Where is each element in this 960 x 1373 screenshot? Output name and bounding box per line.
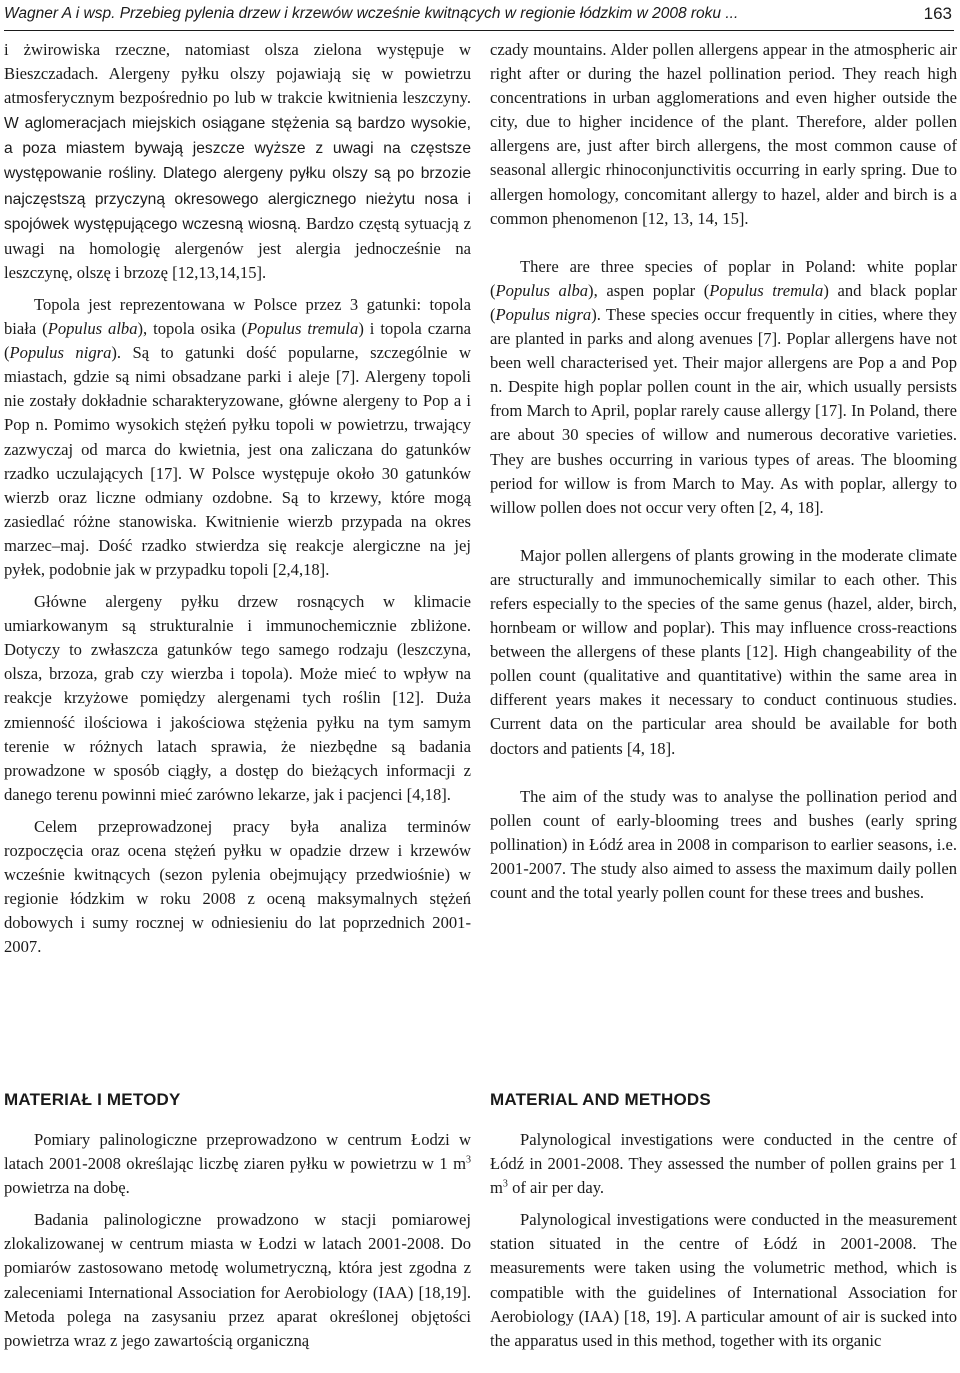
left-paragraph-poplar	[4, 293, 471, 582]
right-methods-text-a: Palynological investigations were conducted in the centre of Łódź in 2001-2008. They assessed the number of pollen grains per 1 m	[490, 1130, 957, 1198]
right-methods-text-b: of air per day.	[507, 1178, 605, 1198]
left-column-polish	[4, 38, 471, 959]
right-paragraph-allergens: Major pollen allergens of plants growing in the moderate climate are structurally and immunochemically similar to each other. This refers especially to the species of the same genus (hazel, alder, birch, hornbeam or willow and poplar). This may influence cross-reactions between the allergens of these plants [12]. High changeability of the pollen count (qualitative and quantitative) within the same area in different years makes it necessary to conduct continuous studies. Current data on the particular area should be available for both doctors and patients [4, 18].	[490, 545, 957, 758]
right-poplar-text-b: ), aspen poplar (	[588, 280, 710, 300]
left-poplar-text-a: Topola jest reprezentowana w Polsce przez 3 gatunki: topola biała (	[4, 294, 471, 339]
right-methods-paragraph-1	[490, 1128, 957, 1200]
left-alder-text-b: W aglomeracjach miejskich osiągane stężenia są bardzo wysokie, a poza miastem bywają jeszcze wyższe z uwagi na częstsze występowanie rośliny. Dlatego alergeny pyłku olszy są po brzozie najczęstszą przyczyną okresowego alergicznego nieżytu nosa i spojówek występującego wczesną wiosną.	[4, 115, 471, 233]
right-paragraph-alder: czady mountains. Alder pollen allergens appear in the atmospheric air right after or during the hazel pollination period. They reach high concentrations in urban agglomerations and even higher outside the city, due to higher incidence of the plant. Therefore, alder pollen allergens are, just after birch allergens, the most common cause of seasonal allergic rhinoconjunctivitis occurring in early spring. Due to allergen homology, concomitant allergy to hazel, alder and birch is a common phenomenon [12, 13, 14, 15].	[490, 40, 957, 228]
left-paragraph-aim: Celem przeprowadzonej pracy była analiza terminów rozpoczęcia oraz ocena stężeń pyłku w opadzie drzew i krzewów wcześnie kwitnących (sezon pylenia obejmujący przedwiośnie) w regionie łódzkim w roku 2008 z oceną maksymalnych stężeń dobowych i sumy rocznej w odniesieniu do lat poprzednich 2001-2007.	[4, 816, 471, 957]
left-paragraph-alder	[4, 38, 471, 285]
right-poplar-text-c: ) and black poplar (	[490, 280, 958, 324]
page-number: 163	[923, 4, 952, 23]
section-heading-polish: MATERIAŁ I METODY	[4, 1090, 181, 1109]
right-paragraph-aim: The aim of the study was to analyse the pollination period and pollen count of early-blooming trees and bushes (early spring pollination) in Łódź area in 2008 in comparison to earlier seasons, i.e. 2001-2007. The study also aimed to assess the maximum daily pollen count and the total yearly pollen count for these trees and bushes.	[490, 786, 957, 902]
latin-populus-tremula: Populus tremula	[709, 280, 824, 300]
right-poplar-text-a: There are three species of poplar in Poland: white poplar (	[490, 256, 957, 300]
left-poplar-text-c: ) i topola czarna (	[4, 319, 472, 363]
latin-populus-alba: Populus alba	[47, 319, 138, 339]
left-methods-paragraph-2: Badania palinologiczne prowadzono w stacji pomiarowej zlokalizowanej w centrum miasta w Łodzi w latach 2001-2008. Do pomiarów zastosowano metodę wolumetryczną, która jest zgodna z zaleceniami International Association for Aerobiology (IAA) [18,19]. Metoda polega na zasysaniu przez aparat określonej objętości powietrza wraz z jego zawartością organiczną	[4, 1210, 471, 1350]
left-alder-text-c: Bardzo częstą sytuacją z uwagi na homologię alergenów jest alergia jednocześnie na leszczynę, olszę i brzozę [12,13,14,15].	[4, 213, 471, 282]
running-title: Wagner A i wsp. Przebieg pylenia drzew i krzewów wcześnie kwitnących w regionie łódzkim w 2008 roku ...	[4, 5, 739, 22]
left-methods-text-a: Pomiary palinologiczne przeprowadzono w centrum Łodzi w latach 2001-2008 określając liczbę ziaren pyłku w powietrzu w 1 m	[4, 1130, 471, 1174]
left-alder-text-a: i żwirowiska rzeczne, natomiast olsza zielona występuje w Bieszczadach. Alergeny pyłku olszy pojawiają się w powietrzu atmosferycznym bezpośrednio po lub w trakcie kwitnienia leszczyny.	[4, 40, 471, 108]
left-paragraph-allergens: Główne alergeny pyłku drzew rosnących w klimacie umiarkowanym są strukturalnie i immunochemicznie zbliżone. Dotyczy to zwłaszcza gatunków tego samego rodzaju (leszczyna, olsza, brzoza, grab czy wierzba i topola). Może mieć to wpływ na reakcje krzyżowe pomiędzy alergenami tych roślin [12]. Duża zmienność ilościowa i jakościowa stężenia pyłku na tym samym terenie w różnych latach sprawia, że niezbędne są badania prowadzone w sposób ciągły, a dostęp do bieżących informacji z danego terenu powinni mieć zarówno lekarze, jak i pacjenci [4,18].	[4, 592, 471, 804]
right-paragraph-poplar	[490, 255, 957, 520]
latin-populus-nigra: Populus nigra	[495, 304, 592, 324]
left-poplar-text-d: ). Są to gatunki dość popularne, szczególnie w miastach, gdzie są nimi obsadzane parki i aleje [7]. Alergeny topoli nie zostały dokładnie scharakteryzowane, główne alergeny to Pop a i Pop n. Pomimo wysokich stężeń pyłku topoli w powietrzu, trwający zazwyczaj od marca do kwietnia, jest ona zaliczana do gatunków rzadko uczulających [17]. W Polsce występuje około 30 gatunków wierzb oraz liczne odmiany ozdobne. Są to krzewy, które mogą zasiedlać różne stanowiska. Kwitnienie wierzb przypada na okres marzec–maj. Dość rzadko stwierdza się reakcje alergiczne na jej pyłek, podobnie jak w przypadku topoli [2,4,18].	[4, 343, 472, 579]
superscript-cubic: 3	[466, 1154, 471, 1166]
latin-populus-tremula: Populus tremula	[247, 319, 359, 339]
right-column-english	[490, 38, 957, 905]
left-methods-text-b: powietrza na dobę.	[4, 1178, 130, 1198]
latin-populus-alba: Populus alba	[495, 280, 589, 300]
left-methods-column	[4, 1128, 471, 1353]
right-poplar-text-d: ). These species occur frequently in cities, where they are planted in parks and along avenues [7]. Poplar allergens have not been well characterised yet. Their major allergens are Pop a and Pop n. Despite high poplar pollen count in the air, which usually persists from March to April, poplar rarely cause allergy [17]. In Poland, there are about 30 species of willow and numerous decorative varieties. They are bushes occurring in various types of areas. The blooming period for willow is from March to May. As with poplar, allergy to willow pollen does not occur very often [2, 4, 18].	[490, 304, 957, 517]
section-heading-english: MATERIAL AND METHODS	[490, 1090, 711, 1109]
right-methods-column	[490, 1128, 957, 1353]
latin-populus-nigra: Populus nigra	[9, 343, 112, 363]
left-methods-paragraph-1	[4, 1128, 471, 1200]
left-poplar-text-b: ), topola osika (	[137, 319, 248, 339]
right-methods-paragraph-2: Palynological investigations were conducted in the measurement station situated in the centre of Łódź in 2001-2008. The measurements were taken using the volumetric method, which is compatible with the guidelines of International Association for Aerobiology (IAA) [18, 19]. A particular amount of air is sucked into the apparatus used in this method, together with its organic	[490, 1210, 957, 1350]
superscript-cubic: 3	[502, 1178, 508, 1190]
running-header	[4, 0, 954, 31]
